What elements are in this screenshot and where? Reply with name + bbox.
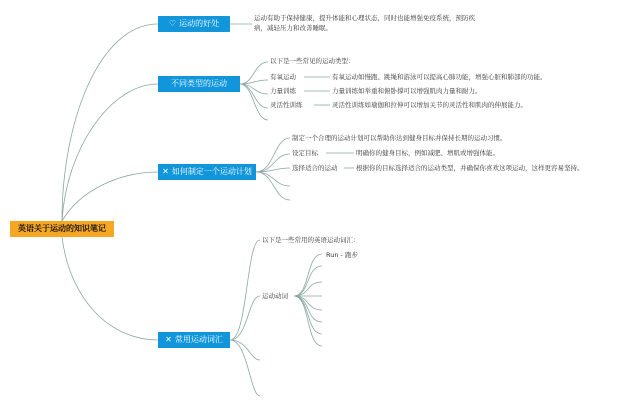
type-desc: 有氧运动如慢跑、跳绳和游泳可以提高心肺功能，增强心脏和肺部的功能。 (332, 73, 547, 81)
topic-label: 运动的好处 (179, 19, 220, 28)
type-name: 灵活性训练 (270, 101, 303, 109)
plan-intro: 制定一个合理的运动计划可以帮助你达到健身目标并保持长期的运动习惯。 (292, 134, 507, 142)
vocab-word: Run - 跑步 (326, 251, 358, 259)
benefits-text-line2: 病，减轻压力和改善睡眠。 (254, 24, 332, 32)
type-name: 力量训练 (270, 87, 296, 95)
vocab-group-verbs: 运动动词 (262, 292, 288, 300)
heart-icon: ♡ (168, 19, 177, 28)
benefits-text-line1: 运动有助于保持健康，提升体能和心理状态，同时也能增强免疫系统，预防疾 (254, 14, 475, 22)
vocab-intro: 以下是一些常用的英语运动词汇： (262, 236, 360, 244)
plan-step-desc: 根据你的目标选择适合的运动类型，并确保你喜欢这项运动，这样更容易坚持。 (356, 164, 584, 172)
root-label: 英语关于运动的知识笔记 (18, 224, 106, 233)
root-node[interactable] (10, 221, 114, 237)
topic-label: 常用运动词汇 (174, 335, 223, 344)
topic-vocabulary[interactable] (158, 332, 230, 348)
run-icon: ✕ (162, 167, 169, 176)
run-icon: ✕ (165, 335, 172, 344)
topic-label: 不同类型的运动 (171, 79, 227, 88)
plan-step-name: 设定目标 (292, 149, 318, 157)
plan-step-desc: 明确你的健身目标，例如减肥、增肌或增强体能。 (356, 149, 499, 157)
type-desc: 灵活性训练如瑜伽和拉伸可以增加关节的灵活性和肌肉的伸展能力。 (332, 101, 527, 109)
topic-label: 如何制定一个运动计划 (171, 167, 252, 176)
types-intro: 以下是一些常见的运动类型： (270, 57, 355, 65)
topic-benefits[interactable] (158, 16, 230, 32)
topic-exercise-plan[interactable] (158, 164, 256, 180)
topic-exercise-types[interactable] (158, 76, 240, 92)
type-desc: 力量训练如举重和俯卧撑可以增强肌肉力量和耐力。 (332, 87, 482, 95)
type-name: 有氧运动 (270, 73, 296, 81)
plan-step-name: 选择适合的运动 (292, 164, 338, 172)
